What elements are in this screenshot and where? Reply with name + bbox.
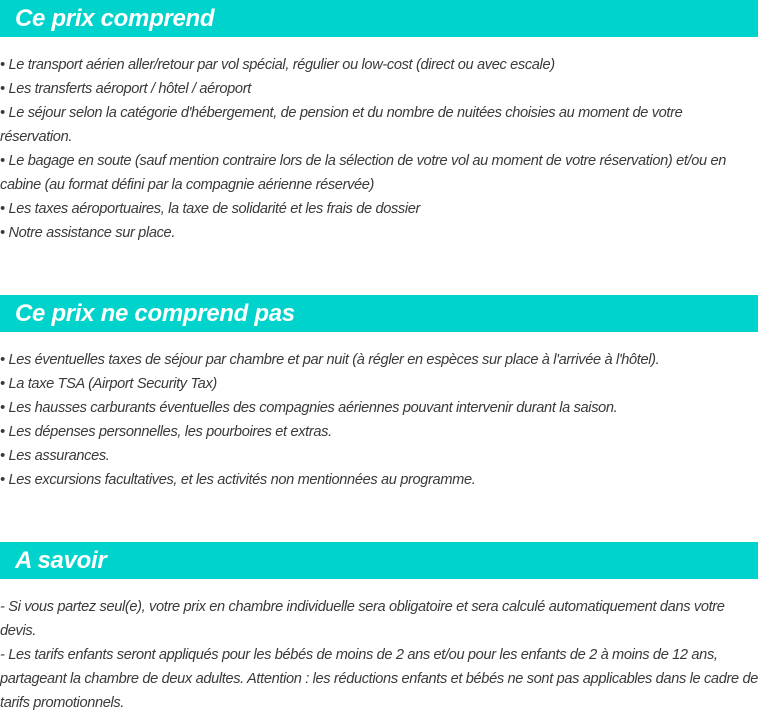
section-title: A savoir bbox=[0, 542, 758, 579]
section-good-to-know bbox=[0, 542, 758, 715]
list-item: • Les dépenses personnelles, les pourboires et extras. bbox=[0, 424, 332, 440]
list-item: • La taxe TSA (Airport Security Tax) bbox=[0, 376, 217, 392]
list-item: • Le transport aérien aller/retour par vol spécial, régulier ou low-cost (direct ou avec escale) bbox=[0, 57, 555, 73]
section-price-excludes bbox=[0, 295, 758, 492]
section-list bbox=[0, 579, 758, 715]
list-item: • Les assurances. bbox=[0, 448, 110, 464]
list-item: - Si vous partez seul(e), votre prix en chambre individuelle sera obligatoire et sera calculé automatiquement dans votre devis. bbox=[0, 599, 725, 639]
section-title: Ce prix comprend bbox=[0, 0, 758, 37]
list-item: • Le bagage en soute (sauf mention contraire lors de la sélection de votre vol au moment de votre réservation) et/ou en cabine (au format défini par la compagnie aérienne réservée) bbox=[0, 153, 727, 193]
list-item: • Les transferts aéroport / hôtel / aéroport bbox=[0, 81, 251, 97]
list-item: - Les tarifs enfants seront appliqués pour les bébés de moins de 2 ans et/ou pour les enfants de 2 à moins de 12 ans, partageant la chambre de deux adultes. Attention : les réductions enfants et bébés ne sont pas applicables dans le cadre de tarifs promotionnels. bbox=[0, 647, 758, 711]
section-list bbox=[0, 37, 758, 245]
section-title: Ce prix ne comprend pas bbox=[0, 295, 758, 332]
list-item: • Les éventuelles taxes de séjour par chambre et par nuit (à régler en espèces sur place à l'arrivée à l'hôtel). bbox=[0, 352, 660, 368]
section-list bbox=[0, 332, 758, 492]
section-price-includes bbox=[0, 0, 758, 245]
list-item: • Notre assistance sur place. bbox=[0, 225, 176, 241]
list-item: • Les taxes aéroportuaires, la taxe de solidarité et les frais de dossier bbox=[0, 201, 421, 217]
list-item: • Le séjour selon la catégorie d'hébergement, de pension et du nombre de nuitées choisies au moment de votre réservation. bbox=[0, 105, 683, 145]
list-item: • Les hausses carburants éventuelles des compagnies aériennes pouvant intervenir durant la saison. bbox=[0, 400, 618, 416]
list-item: • Les excursions facultatives, et les activités non mentionnées au programme. bbox=[0, 472, 476, 488]
